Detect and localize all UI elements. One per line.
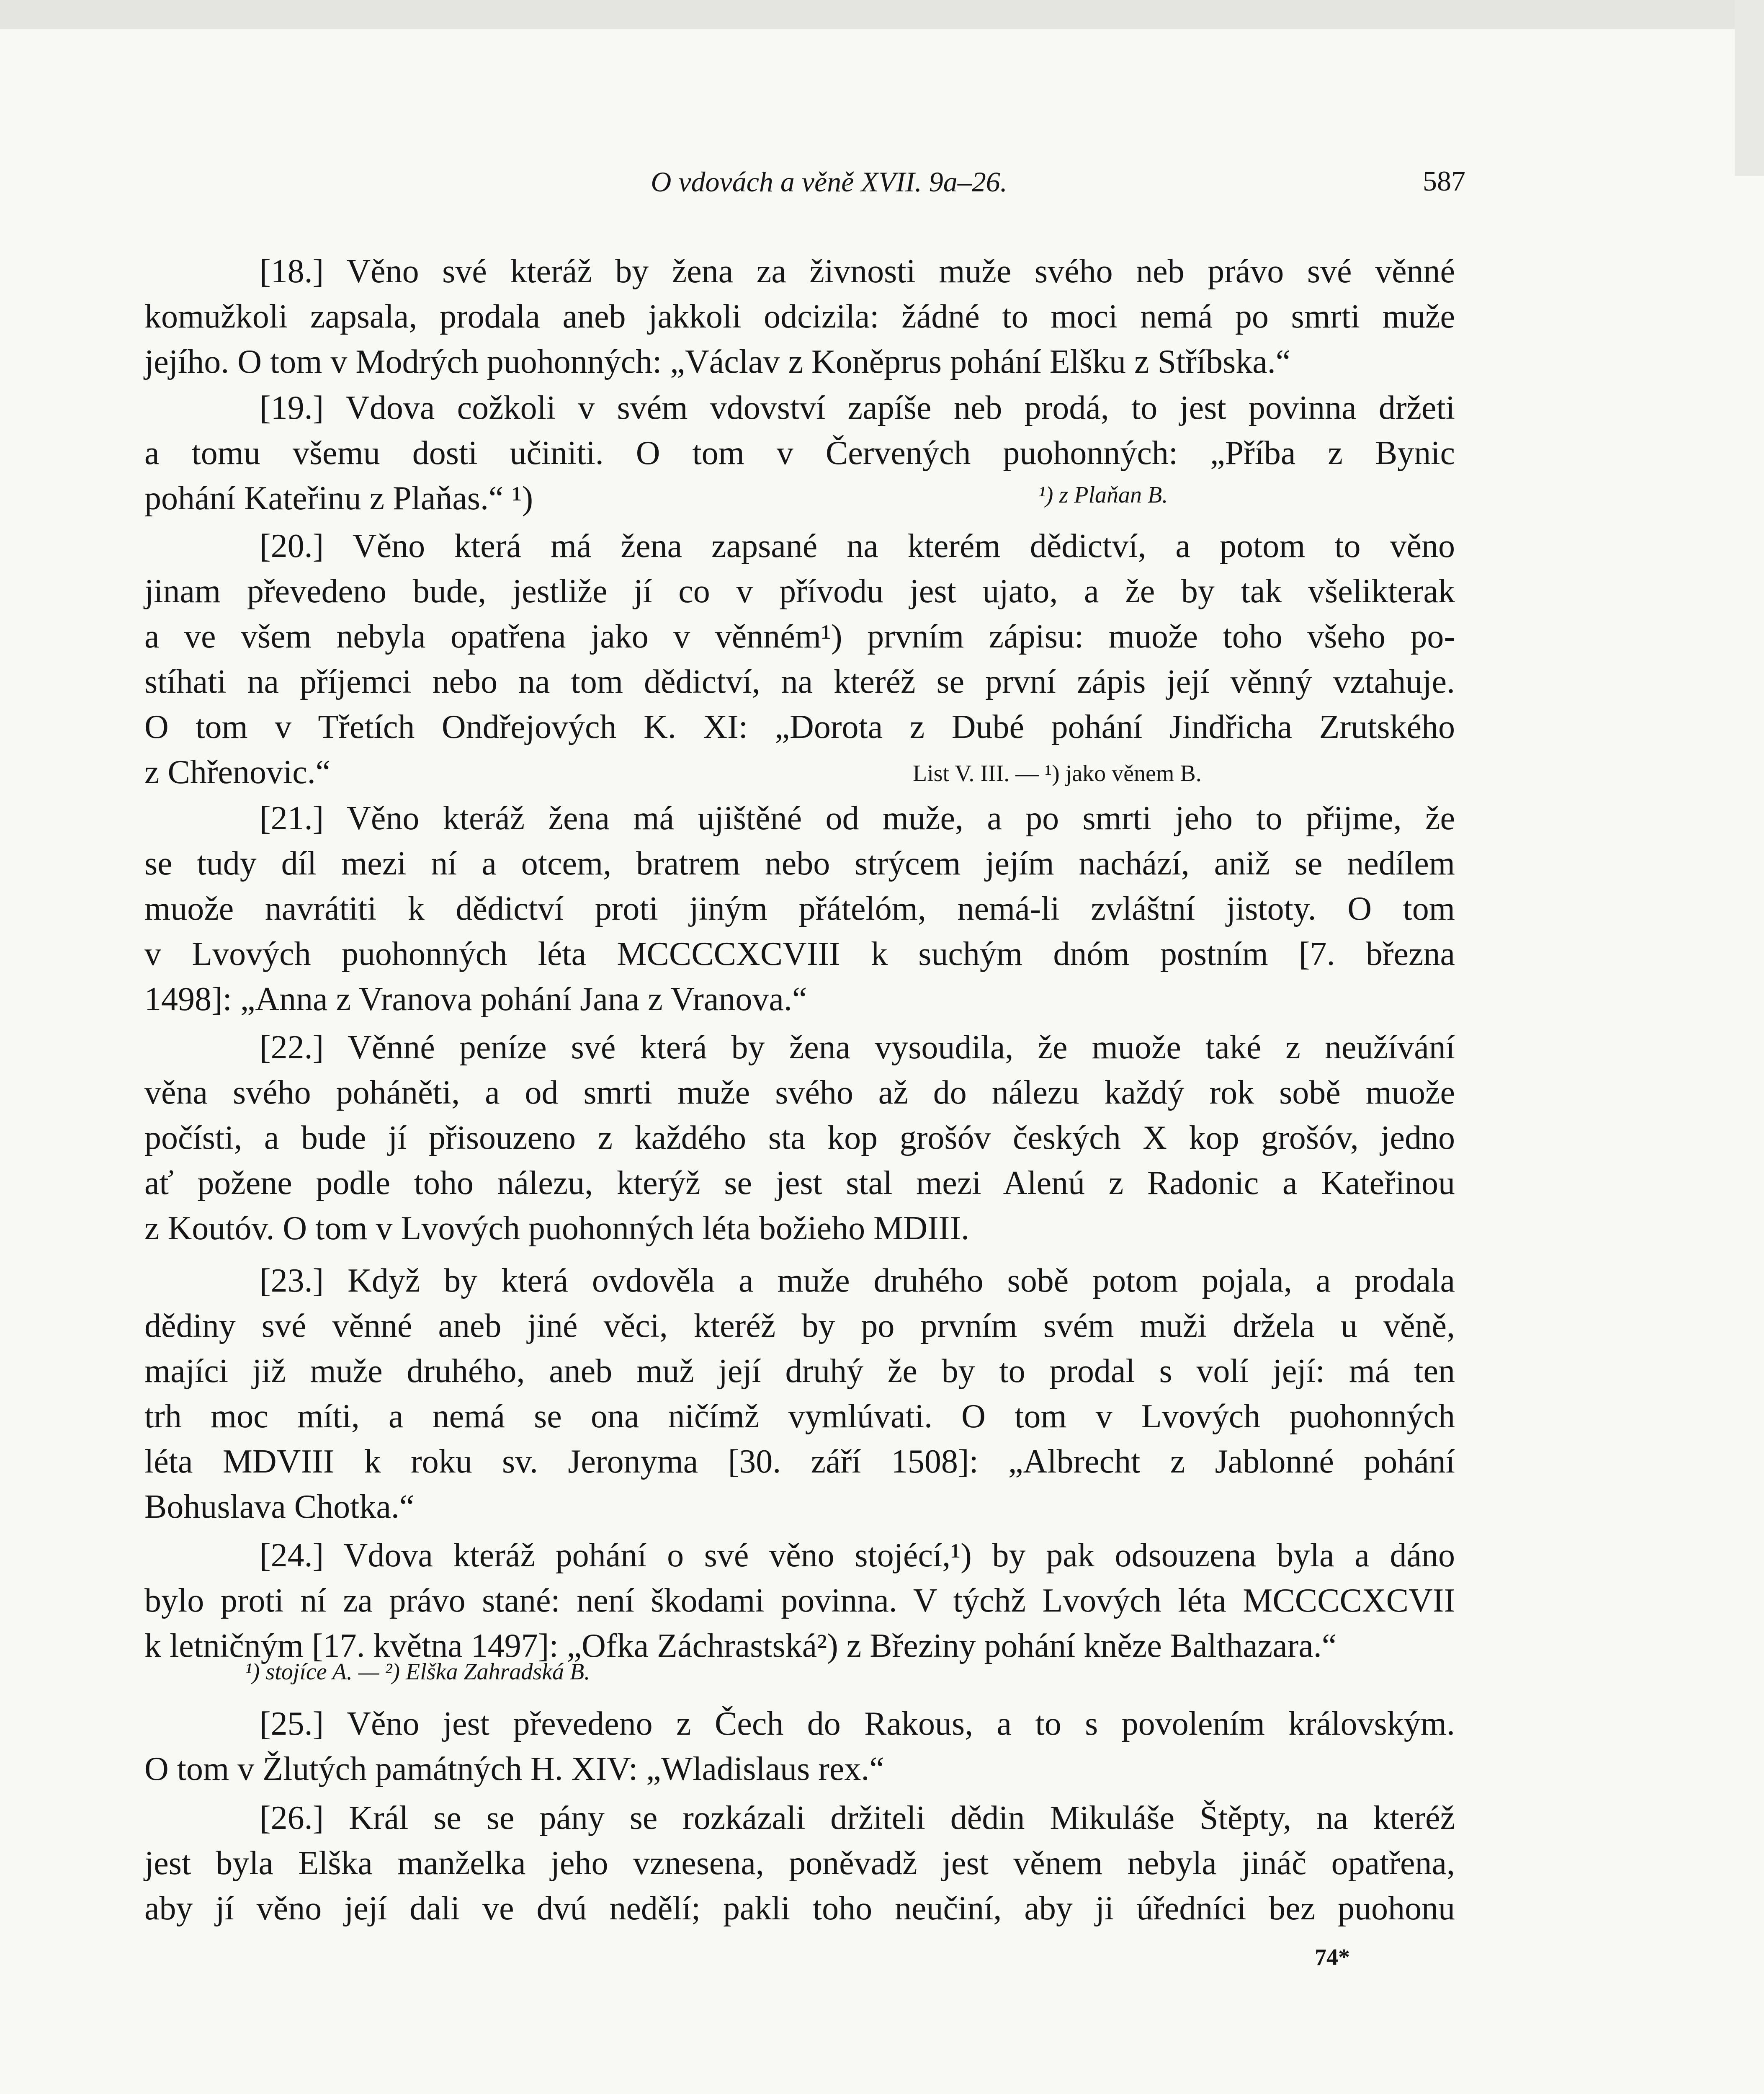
sheet-signature: 74* [1315, 1944, 1350, 1970]
text-line: ať požene podle toho nálezu, kterýž se jest stal mezi Alenú z Radonic a Kateřinou [144, 1165, 1455, 1202]
text-line: muože navrátiti k dědictví proti jiným přátelóm, nemá-li zvláštní jistoty. O tom [144, 890, 1455, 927]
text-line: [24.] Vdova kteráž pohání o své věno stojécí,¹) by pak odsouzena byla a dáno [260, 1537, 1455, 1574]
text-line: 1498]: „Anna z Vranova pohání Jana z Vranova.“ [144, 981, 807, 1018]
text-line: bylo proti ní za právo stané: není škodami povinna. V týchž Lvových léta MCCCCXCVII [144, 1582, 1455, 1619]
text-line: komužkoli zapsala, prodala aneb jakkoli odcizila: žádné to moci nemá po smrti muže [144, 298, 1455, 335]
text-line: jest byla Elška manželka jeho vznesena, poněvadž jest věnem nebyla jináč opatřena, [144, 1845, 1455, 1882]
scan-edge-strip [1735, 0, 1764, 176]
footnote-20: List V. III. — ¹) jako věnem B. [913, 761, 1202, 787]
text-line: v Lvových puohonných léta MCCCCXCVIII k suchým dnóm postním [7. března [144, 936, 1455, 972]
paragraph-25 [144, 1701, 1455, 1792]
text-line: se tudy díl mezi ní a otcem, bratrem nebo strýcem jejím nachází, aniž se nedílem [144, 845, 1455, 882]
text-line: trh moc míti, a nemá se ona ničímž vymlúvati. O tom v Lvových puohonných [144, 1398, 1455, 1435]
text-line: z Chřenovic.“ [144, 754, 331, 791]
text-line: k letničným [17. května 1497]: „Ofka Záchrastská²) z Březiny pohání kněze Balthazara.“ [144, 1627, 1337, 1664]
text-line: [23.] Když by která ovdověla a muže druhého sobě potom pojala, a prodala [260, 1262, 1455, 1299]
paragraph-18 [144, 249, 1455, 384]
page-number: 587 [1423, 165, 1465, 197]
text-line: a tomu všemu dosti učiniti. O tom v Červených puohonných: „Příba z Bynic [144, 435, 1455, 472]
text-line: [18.] Věno své kteráž by žena za živnosti muže svého neb právo své věnné [260, 253, 1455, 290]
text-line: stíhati na příjemci nebo na tom dědictví, na kteréž se první zápis její věnný vztahuje. [144, 663, 1455, 700]
text-line: [20.] Věno která má žena zapsané na kterém dědictví, a potom to věno [260, 528, 1455, 565]
text-line: [26.] Král se se pány se rozkázali držiteli dědin Mikuláše Štěpty, na kteréž [260, 1800, 1455, 1836]
text-line: [19.] Vdova cožkoli v svém vdovství zapíše neb prodá, to jest povinna držeti [260, 389, 1455, 426]
paragraph-26 [144, 1795, 1455, 1931]
text-line: počísti, a bude jí přisouzeno z každého sta kop grošóv českých X kop grošóv, jedno [144, 1119, 1455, 1156]
text-line: majíci již muže druhého, aneb muž její druhý že by to prodal s volí její: má ten [144, 1353, 1455, 1390]
footnote-24: ¹) stojíce A. — ²) Elška Zahradská B. [245, 1659, 590, 1685]
text-line: O tom v Třetích Ondřejových K. XI: „Dorota z Dubé pohání Jindřicha Zrutského [144, 709, 1455, 745]
text-line: aby jí věno její dali ve dvú nedělí; pakli toho neučiní, aby ji úředníci bez puohonu [144, 1890, 1455, 1927]
paragraph-19 [144, 385, 1455, 521]
text-line: [25.] Věno jest převedeno z Čech do Rakous, a to s povolením královským. [260, 1705, 1455, 1742]
text-line: jejího. O tom v Modrých puohonných: „Václav z Koněprus pohání Elšku z Stříbska.“ [144, 343, 1291, 380]
text-line: [21.] Věno kteráž žena má ujištěné od muže, a po smrti jeho to přijme, že [260, 800, 1455, 837]
paragraph-21 [144, 796, 1455, 1022]
paragraph-24 [144, 1533, 1455, 1668]
text-line: věna svého poháněti, a od smrti muže svého až do nálezu každý rok sobě muože [144, 1074, 1455, 1111]
running-title: O vdovách a věně XVII. 9a–26. [651, 166, 1007, 198]
text-line: z Koutóv. O tom v Lvových puohonných léta božieho MDIII. [144, 1210, 969, 1247]
text-line: jinam převedeno bude, jestliže jí co v přívodu jest ujato, a že by tak všelikterak [144, 573, 1455, 610]
scan-top-shadow [0, 0, 1764, 29]
text-line: dědiny své věnné aneb jiné věci, kteréž by po prvním svém muži držela u věně, [144, 1307, 1455, 1344]
footnote-19: ¹) z Plaňan B. [1038, 482, 1168, 508]
text-line: O tom v Žlutých památných H. XIV: „Wladislaus rex.“ [144, 1751, 884, 1787]
paragraph-23 [144, 1258, 1455, 1529]
text-line: léta MDVIII k roku sv. Jeronyma [30. září 1508]: „Albrecht z Jablonné pohání [144, 1443, 1455, 1480]
text-line: Bohuslava Chotka.“ [144, 1488, 415, 1525]
paragraph-22 [144, 1025, 1455, 1251]
text-line: a ve všem nebyla opatřena jako v věnném¹) prvním zápisu: muože toho všeho po- [144, 618, 1455, 655]
text-line: pohání Kateřinu z Plaňas.“ ¹) [144, 480, 533, 517]
paragraph-20 [144, 524, 1455, 795]
text-line: [22.] Věnné peníze své která by žena vysoudila, že muože také z neužívání [260, 1029, 1455, 1066]
